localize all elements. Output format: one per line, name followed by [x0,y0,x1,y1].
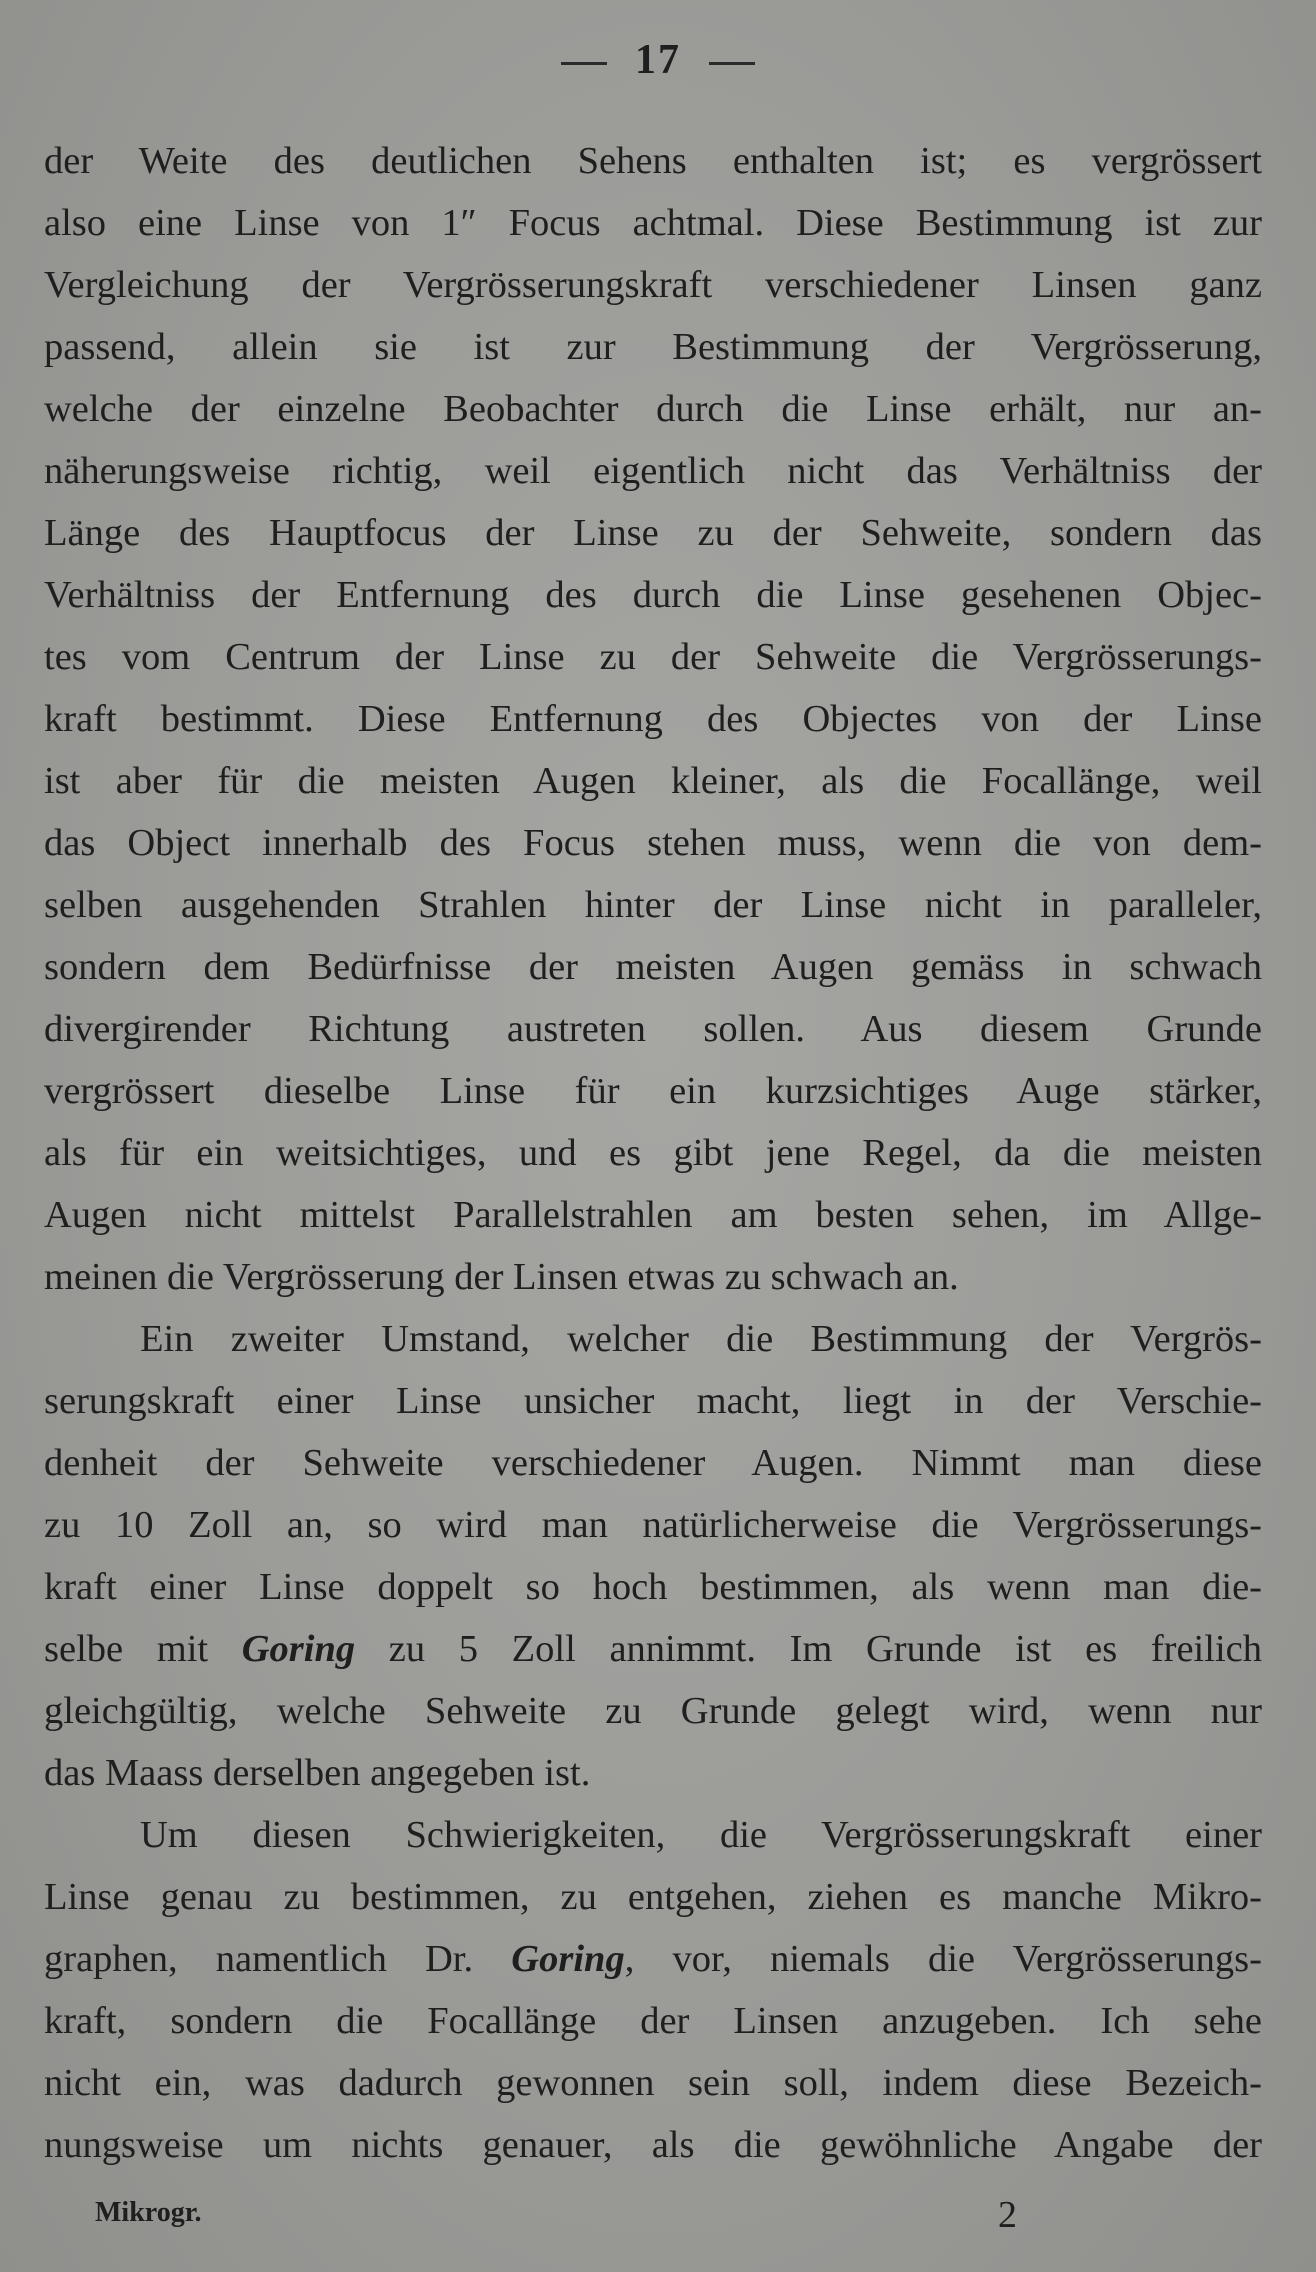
text-line: Augen nicht mittelst Parallelstrahlen am besten sehen, im Allge- [44,1194,1262,1236]
paragraph-start-line: Ein zweiter Umstand, welcher die Bestimmung der Vergrös- [140,1318,1262,1360]
text-line: passend, allein sie ist zur Bestimmung der Vergrösserung, [44,326,1262,368]
text-line: Vergleichung der Vergrösserungskraft verschiedener Linsen ganz [44,264,1262,306]
body-text [44,130,1262,2176]
text-line: kraft bestimmt. Diese Entfernung des Objectes von der Linse [44,698,1262,740]
text-line [44,1618,1262,1680]
text-line: serungskraft einer Linse unsicher macht, liegt in der Verschie- [44,1380,1262,1422]
text-line: sondern dem Bedürfnisse der meisten Augen gemäss in schwach [44,946,1262,988]
page-footer [95,2193,1035,2236]
text-line: der Weite des deutlichen Sehens enthalten ist; es vergrössert [44,140,1262,182]
text-line: das Object innerhalb des Focus stehen muss, wenn die von dem- [44,822,1262,864]
italic-name: Goring [241,1628,356,1670]
italic-name: Goring [511,1938,625,1980]
text-span: , vor, niemals die Vergrösserungs- [624,1938,1262,1980]
text-span: zu 5 Zoll annimmt. Im Grunde ist es freilich [355,1628,1262,1670]
text-line: Länge des Hauptfocus der Linse zu der Sehweite, sondern das [44,512,1262,554]
text-line: zu 10 Zoll an, so wird man natürlicherweise die Vergrösserungs- [44,1504,1262,1546]
text-line: als für ein weitsichtiges, und es gibt jene Regel, da die meisten [44,1132,1262,1174]
text-line: kraft, sondern die Focallänge der Linsen anzugeben. Ich sehe [44,2000,1262,2042]
text-span: graphen, namentlich Dr. [44,1938,512,1980]
text-line: näherungsweise richtig, weil eigentlich nicht das Verhältniss der [44,450,1262,492]
paragraph-end-line: meinen die Vergrösserung der Linsen etwas zu schwach an. [44,1256,959,1298]
text-line: Linse genau zu bestimmen, zu entgehen, ziehen es manche Mikro- [44,1876,1262,1918]
text-line: also eine Linse von 1″ Focus achtmal. Diese Bestimmung ist zur [44,202,1262,244]
text-line: denheit der Sehweite verschiedener Augen. Nimmt man diese [44,1442,1262,1484]
text-line: ist aber für die meisten Augen kleiner, als die Focallänge, weil [44,760,1262,802]
text-span: selbe mit [44,1628,242,1670]
signature-mark: Mikrogr. [95,2197,202,2228]
text-line: selben ausgehenden Strahlen hinter der Linse nicht in paralleler, [44,884,1262,926]
text-line: divergirender Richtung austreten sollen. Aus diesem Grunde [44,1008,1262,1050]
text-line: tes vom Centrum der Linse zu der Sehweite die Vergrösserungs- [44,636,1262,678]
text-line: Verhältniss der Entfernung des durch die Linse gesehenen Objec- [44,574,1262,616]
header-dash-right [709,62,755,65]
page-header [0,36,1316,84]
text-line: nicht ein, was dadurch gewonnen sein soll, indem diese Bezeich- [44,2062,1262,2104]
page-number: 17 [635,37,681,83]
paragraph-start-line: Um diesen Schwierigkeiten, die Vergrösserungskraft einer [140,1814,1262,1856]
header-dash-left [561,62,607,65]
paragraph-end-line: das Maass derselben angegeben ist. [44,1752,591,1794]
text-line: vergrössert dieselbe Linse für ein kurzsichtiges Auge stärker, [44,1070,1262,1112]
text-line: gleichgültig, welche Sehweite zu Grunde gelegt wird, wenn nur [44,1690,1262,1732]
text-line: nungsweise um nichts genauer, als die gewöhnliche Angabe der [44,2124,1262,2166]
signature-number: 2 [998,2194,1017,2236]
text-line: welche der einzelne Beobachter durch die Linse erhält, nur an- [44,388,1262,430]
text-line [44,1928,1262,1990]
text-line: kraft einer Linse doppelt so hoch bestimmen, als wenn man die- [44,1566,1262,1608]
